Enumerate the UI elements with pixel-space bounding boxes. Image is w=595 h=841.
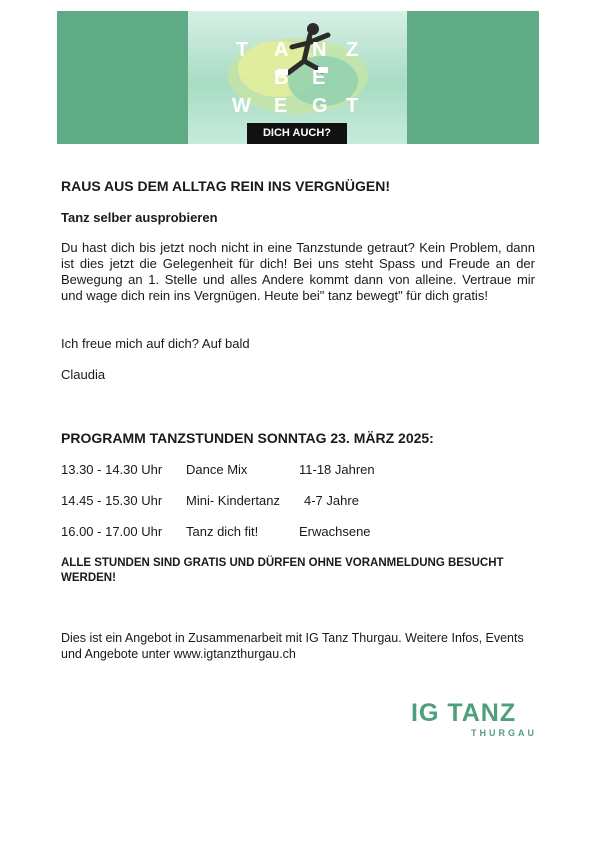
logo-main-text: IG TANZ [411,699,517,727]
program-class: Dance Mix [186,462,248,477]
program-time: 14.45 - 15.30 Uhr [61,493,163,508]
program-audience: 4-7 Jahre [304,493,359,508]
greeting: Ich freue mich auf dich? Auf bald [61,336,250,351]
poster-letter: T [236,39,249,61]
logo-sub-text: THURGAU [471,728,537,738]
intro-subheadline: Tanz selber ausprobieren [61,210,218,225]
program-audience: Erwachsene [299,524,371,539]
intro-headline: RAUS AUS DEM ALLTAG REIN INS VERGNÜGEN! [61,178,391,194]
poster-letter: E [274,95,288,117]
poster-letter: W [232,95,251,117]
poster-letter: T [346,95,359,117]
program-class: Tanz dich fit! [186,524,259,539]
program-audience: 11-18 Jahren [299,462,375,477]
poster-letter: G [312,95,328,117]
ig-tanz-logo [411,700,539,740]
program-note: ALLE STUNDEN SIND GRATIS UND DÜRFEN OHNE VORANMELDUNG BESUCHT WERDEN! [61,557,504,584]
poster-letter: A [274,39,289,61]
program-heading: PROGRAMM TANZSTUNDEN SONNTAG 23. MÄRZ 2025: [61,430,434,446]
poster-letter: Z [346,39,359,61]
footer-text: Dies ist ein Angebot in Zusammenarbeit mit IG Tanz Thurgau. Weitere Infos, Events und Angebote unter www.igtanzthurgau.ch [61,631,524,661]
program-time: 13.30 - 14.30 Uhr [61,462,163,477]
signature: Claudia [61,367,106,382]
poster-letter: E [312,67,326,89]
tanz-bewegt-poster [188,11,407,144]
header-banner [57,11,539,144]
poster-letter: N [312,39,327,61]
dich-auch-button[interactable]: DICH AUCH? [247,123,347,144]
program-time: 16.00 - 17.00 Uhr [61,524,163,539]
program-class: Mini- Kindertanz [186,493,280,508]
intro-paragraph: Du hast dich bis jetzt noch nicht in eine Tanzstunde getraut? Kein Problem, dann ist dies jetzt die Gelegenheit für dich! Bei uns steht Spass und Freude an der Bewegung an 1. Stelle und alles Andere kommt dann von alleine. Vertraue mir und wage dich rein ins Vergnügen. Heute bei" tanz bewegt" für dich gratis! [61,240,535,303]
poster-letter: B [274,67,289,89]
